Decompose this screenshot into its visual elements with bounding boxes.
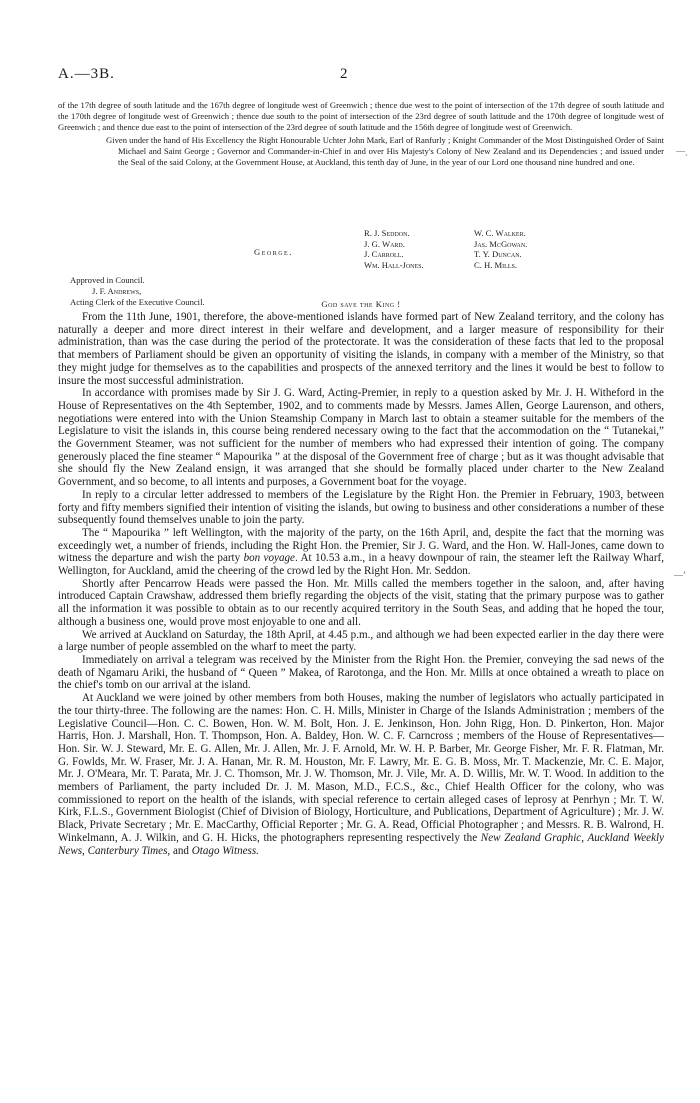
signature: J. Carroll. bbox=[364, 249, 404, 260]
report-body bbox=[58, 311, 664, 857]
page-number: 2 bbox=[340, 66, 348, 82]
signature: W. C. Walker. bbox=[474, 228, 526, 238]
proclamation-given: Given under the hand of His Excellency the Right Honourable Uchter John Mark, Earl of Ranfurly ; Knight Commander of the Most Distinguished Order of Saint Michael and Saint George ; Governor and Commander-in-Chief in and over His Majesty's Colony of New Zealand and its Dependencies ; and issued under the Seal of the said Colony, at the Government House, at Auckland, this tenth day of June, in the year of our Lord one thousand nine hundred and one. bbox=[106, 134, 664, 168]
signature: R. J. Seddon. bbox=[364, 228, 410, 238]
paragraph: The “ Mapourika ” left Wellington, with the majority of the party, on the 16th April, and, despite the fact that the morning was exceedingly wet, a number of friends, including the Right Hon. the Premier, Sir J. G. Ward, and the Hon. W. Hall-Jones, came down to witness the departure and wish the party bon voyage. At 10.53 a.m., in a heavy downpour of rain, the steamer left the Railway Wharf, Wellington, for Auckland, amid the cheering of the crowd led by the Right Hon. Mr. Seddon. bbox=[58, 526, 664, 578]
signatures-column-1 bbox=[364, 228, 424, 270]
signatures bbox=[58, 228, 664, 274]
paragraph: Immediately on arrival a telegram was received by the Minister from the Right Hon. the Premier, conveying the sad news of the death of Ngamaru Ariki, the husband of “ Queen ” Makea, of Rarotonga, and the Hon. Mr. Mills at once obtained a wreath to place on the chief's tomb on our arrival at the island. bbox=[58, 653, 664, 692]
document-reference: A.—3B. bbox=[58, 66, 115, 82]
approval-name bbox=[58, 286, 664, 297]
signature: T. Y. Duncan. bbox=[474, 249, 522, 260]
signature: Jas. McGowan. bbox=[474, 238, 528, 249]
signature: Wm. Hall-Jones. bbox=[364, 259, 424, 270]
paragraph: In reply to a circular letter addressed to members of the Legislature by the Right Hon. the Premier in February, 1903, between forty and fifty members signified their intention of visiting the islands, but owing to business and other considerations a number of these subsequently found themselves unable to join the party. bbox=[58, 488, 664, 527]
proclamation-text: of the 17th degree of south latitude and the 167th degree of longitude west of Greenwich ; thence due west to the point of intersection of the 17th degree of south latitude and the 170th degree of longitude west of Greenwich ; thence due south to the point of intersection of the 23rd degree of south latitude and the 170th degree of longitude west of Greenwich ; and thence due east to the point of intersection of the 23rd degree of south latitude and the 156th degree of longitude west of Greenwich. bbox=[58, 100, 664, 133]
margin-mark: —ʼ bbox=[674, 570, 686, 580]
paragraph: At Auckland we were joined by other members from both Houses, making the number of legislators who actually participated in the tour thirty-three. The following are the names: Hon. C. H. Mills, Minister in Charge of the Islands Administration ; members of the Legislative Council—Hon. C. C. Bowen, Hon. W. M. Bolt, Hon. J. E. Jenkinson, Hon. John Rigg, Hon. D. Pinkerton, Hon. Major Harris, Hon. J. Marshall, Hon. T. Thompson, Hon. A. Baldey, Hon. W. C. F. Carncross ; members of the House of Representatives—Hon. Sir. W. J. Steward, Mr. E. G. Allen, Mr. J. Allen, Mr. J. F. Arnold, Mr. W. H. P. Barber, Mr. George Fisher, Mr. F. R. Flatman, Mr. G. Fowlds, Mr. W. Fraser, Mr. J. A. Hanan, Mr. R. M. Houston, Mr. F. Lawry, Mr. E. G. B. Moss, Mr. T. Mackenzie, Mr. C. E. Major, Mr. J. O'Meara, Mr. T. Parata, Mr. J. C. Thomson, Mr. J. W. Thomson, Mr. J. Vile, Mr. A. D. Willis, Mr. W. T. Wood. In addition to the members of Parliament, the party included Dr. J. M. Mason, M.D., F.C.S., &c., Chief Health Officer for the colony, who was commissioned to report on the health of the islands, with special reference to certain alleged cases of leprosy at Penrhyn ; Mr. T. W. Kirk, F.L.S., Government Biologist (Chief of Division of Biology, Horticulture, and Publications, Department of Agriculture) ; Mr. J. W. Black, Private Secretary ; Mr. E. MacCarthy, Official Reporter ; Mr. G. A. Read, Official Photographer ; and Messrs. R. B. Walrond, H. Winkelmann, A. J. Wilkin, and G. H. Hicks, the photographers representing respectively the New Zealand Graphic, Auckland Weekly News, Canterbury Times, and Otago Witness. bbox=[58, 692, 665, 857]
paragraph: In accordance with promises made by Sir J. G. Ward, Acting-Premier, in reply to a question asked by Mr. J. H. Witheford in the House of Representatives on the 4th September, 1902, and to comments made by Messrs. James Allen, George Laurenson, and others, negotiations were entered into with the Union Steamship Company in March last to obtain a steamer suitable for the members of the Legislature to visit the islands in, this course being rendered necessary owing to the fact that the accommodation on the “ Tutanekai,” the Government Steamer, was not sufficient for the number of members who had expressed their intention of going. The company generously placed the fine steamer “ Mapourika ” at the disposal of the Government free of charge ; but as it was thought advisable that she should fly the New Zealand ensign, it was arranged that she should be formally placed under charter to the New Zealand Government, and so become, to all intents and purposes, a Government boat for the voyage. bbox=[58, 387, 664, 489]
margin-mark: —ˎ bbox=[676, 146, 688, 156]
paragraph: Shortly after Pencarrow Heads were passed the Hon. Mr. Mills called the members together in the saloon, and, after having introduced Captain Crawshaw, addressed them briefly regarding the objects of the visit, stating that the primary purpose was to gather all the information it was possible to obtain as to our recently acquired territory in the South Seas, and adding that he hoped the tour, although a business one, would prove most enjoyable to one and all. bbox=[58, 577, 664, 628]
signatures-column-2 bbox=[474, 228, 527, 270]
paragraph: We arrived at Auckland on Saturday, the 18th April, at 4.45 p.m., and although we had been expected earlier in the day there were a large number of people assembled on the wharf to meet the party. bbox=[58, 628, 664, 654]
god-save-the-king: God save the King ! bbox=[321, 299, 401, 309]
paragraph: From the 11th June, 1901, therefore, the above-mentioned islands have formed part of New Zealand territory, and the colony has naturally a deeper and more direct interest in their welfare and development, and a larger measure of responsibility for their administration, than was the case during the period of the protectorate. It was the consideration of these facts that led to the proposal that members of Parliament should be given an opportunity of visiting the islands, in company with a member of the Ministry, so that they might judge for themselves as to the capabilities and prospects of the annexed territory and the lines it would be best to follow to insure the most successful administration. bbox=[58, 311, 664, 387]
approval-title: Acting Clerk of the Executive Council. bbox=[70, 297, 205, 307]
clerk-name: J. F. Andrews, bbox=[92, 286, 142, 296]
signature-governor: George. bbox=[254, 247, 293, 257]
approval-line: Approved in Council. bbox=[70, 275, 145, 285]
page-header bbox=[58, 66, 664, 82]
proclamation-block bbox=[58, 100, 664, 168]
signature: C. H. Mills. bbox=[474, 259, 517, 270]
signature: J. G. Ward. bbox=[364, 238, 405, 249]
